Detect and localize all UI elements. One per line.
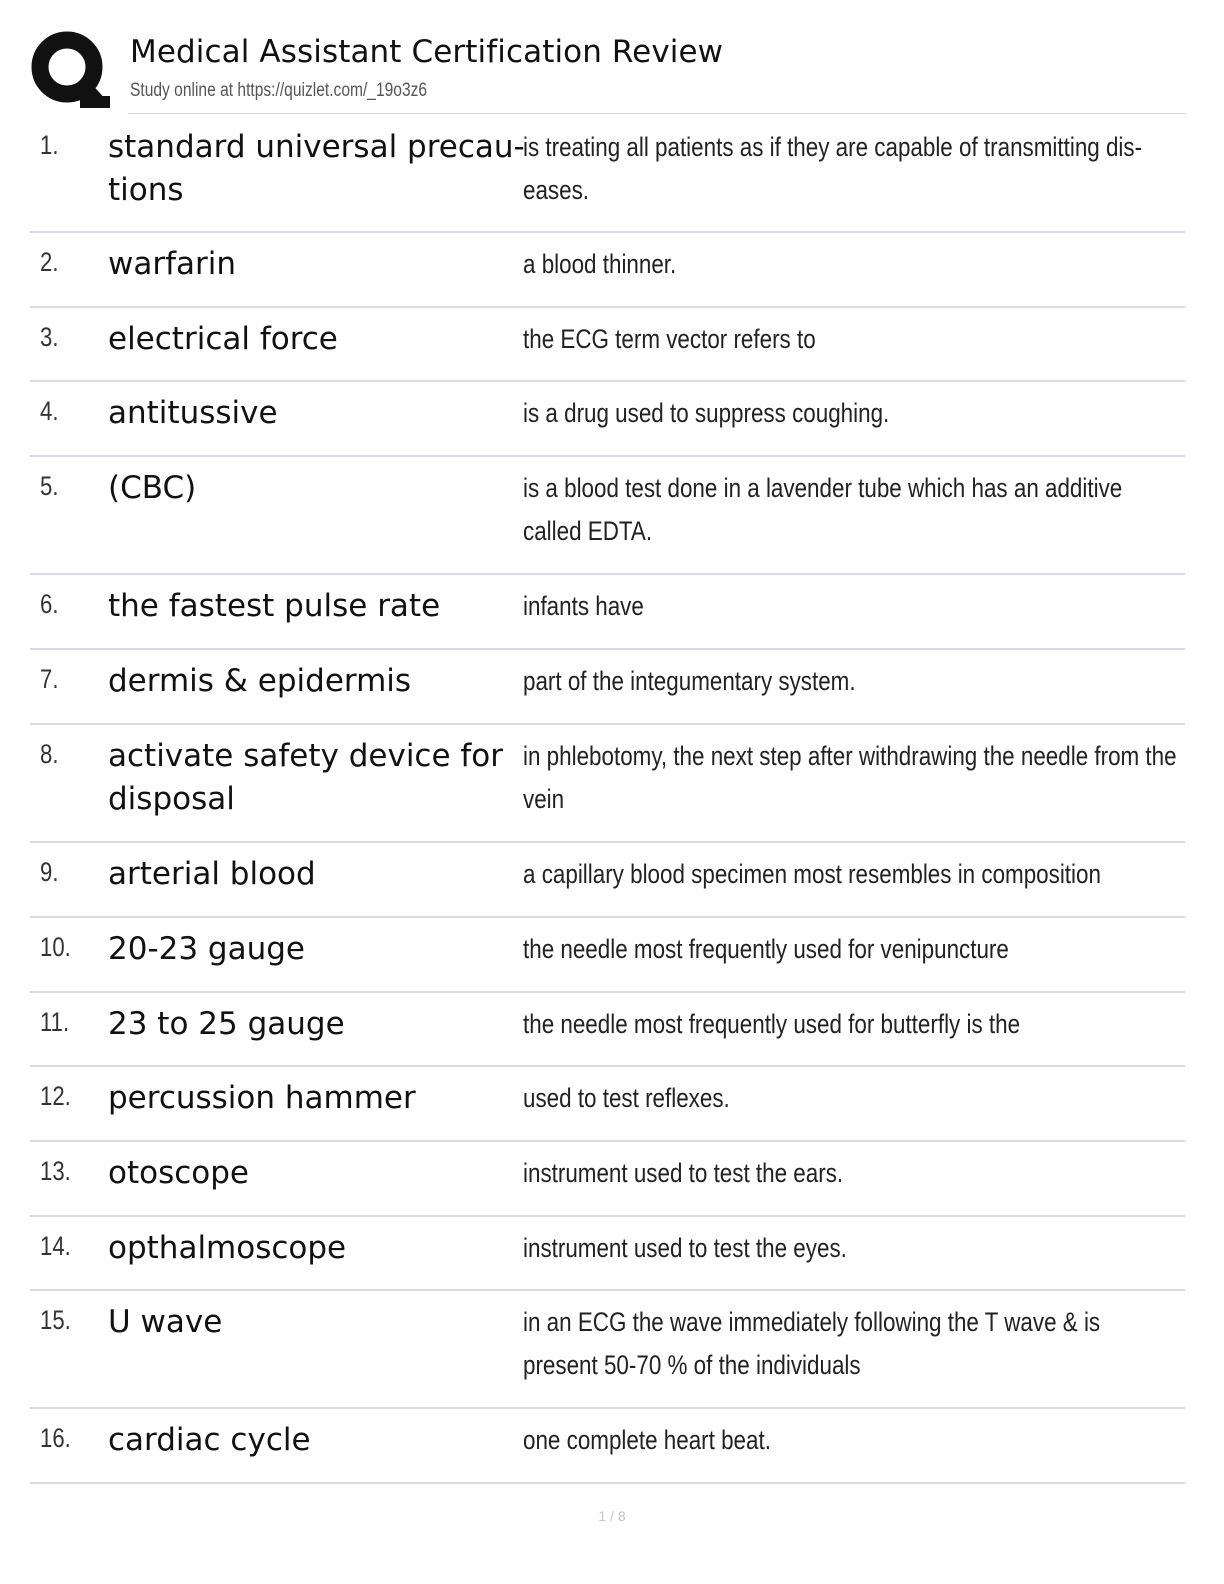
card-definition: used to test reflexes. <box>523 1083 730 1113</box>
flashcard-row <box>30 993 1185 1067</box>
card-number: 3. <box>40 322 59 352</box>
flashcard-list <box>30 114 1185 1484</box>
card-number: 13. <box>40 1156 71 1186</box>
flashcard-row <box>30 650 1185 725</box>
card-term: standard universal precau-tions <box>108 129 525 208</box>
card-definition: the needle most frequently used for venipuncture <box>523 934 1009 964</box>
card-definition: is a drug used to suppress coughing. <box>523 398 890 428</box>
flashcard-row <box>30 382 1185 457</box>
card-term: arterial blood <box>108 856 316 892</box>
card-term: 20-23 gauge <box>108 931 306 967</box>
card-term: (CBC) <box>108 470 197 506</box>
card-definition: is treating all patients as if they are capable of transmitting dis-eases. <box>523 132 1143 205</box>
card-term: cardiac cycle <box>108 1422 311 1458</box>
flashcard-row <box>30 308 1185 382</box>
card-term: U wave <box>108 1304 223 1340</box>
card-term: antitussive <box>108 395 278 431</box>
card-term: warfarin <box>108 246 237 282</box>
card-number: 14. <box>40 1231 71 1261</box>
card-term: dermis & epidermis <box>108 663 412 699</box>
card-definition: instrument used to test the ears. <box>523 1158 844 1188</box>
flashcard-row <box>30 575 1185 650</box>
quizlet-logo-icon <box>30 30 110 110</box>
card-number: 5. <box>40 471 59 501</box>
card-term: 23 to 25 gauge <box>108 1006 345 1042</box>
flashcard-row <box>30 918 1185 993</box>
card-definition: in phlebotomy, the next step after withdrawing the needle from the vein <box>523 741 1177 814</box>
flashcard-row <box>30 843 1185 918</box>
card-number: 11. <box>40 1007 70 1037</box>
card-number: 6. <box>40 589 59 619</box>
card-number: 8. <box>40 739 59 769</box>
card-definition: a blood thinner. <box>523 249 677 279</box>
card-number: 7. <box>40 664 59 694</box>
card-term: activate safety device for disposal <box>108 738 504 817</box>
card-number: 4. <box>40 396 59 426</box>
card-term: opthalmoscope <box>108 1230 347 1266</box>
card-definition: a capillary blood specimen most resembles in composition <box>523 859 1101 889</box>
card-number: 9. <box>40 857 59 887</box>
flashcard-row <box>30 1291 1185 1409</box>
card-number: 15. <box>40 1305 71 1335</box>
flashcard-row <box>30 114 1185 233</box>
card-term: otoscope <box>108 1155 249 1191</box>
flashcard-row <box>30 725 1185 843</box>
card-definition: part of the integumentary system. <box>523 666 856 696</box>
card-number: 16. <box>40 1423 71 1453</box>
document-title: Medical Assistant Certification Review <box>130 34 724 70</box>
card-definition: the needle most frequently used for butterfly is the <box>523 1009 1021 1039</box>
flashcard-row <box>30 233 1185 308</box>
flashcard-row <box>30 1217 1185 1291</box>
document-header <box>30 28 1186 114</box>
flashcard-row <box>30 1409 1185 1484</box>
card-definition: instrument used to test the eyes. <box>523 1233 847 1263</box>
study-online-link[interactable]: Study online at https://quizlet.com/_19o3z6 <box>130 80 428 101</box>
card-number: 1. <box>40 130 59 160</box>
flashcard-row <box>30 1142 1185 1217</box>
card-number: 10. <box>40 932 71 962</box>
flashcard-row <box>30 457 1185 575</box>
card-definition: infants have <box>523 591 644 621</box>
card-number: 12. <box>40 1081 71 1111</box>
flashcard-row <box>30 1067 1185 1142</box>
card-definition: one complete heart beat. <box>523 1425 771 1455</box>
card-definition: in an ECG the wave immediately following the T wave & is present 50-70 % of the individuals <box>523 1307 1101 1380</box>
card-definition: the ECG term vector refers to <box>523 324 816 354</box>
card-term: electrical force <box>108 321 338 357</box>
card-number: 2. <box>40 247 59 277</box>
card-term: the fastest pulse rate <box>108 588 441 624</box>
card-term: percussion hammer <box>108 1080 416 1116</box>
card-definition: is a blood test done in a lavender tube which has an additive called EDTA. <box>523 473 1123 546</box>
page-number: 1 / 8 <box>598 1508 626 1524</box>
